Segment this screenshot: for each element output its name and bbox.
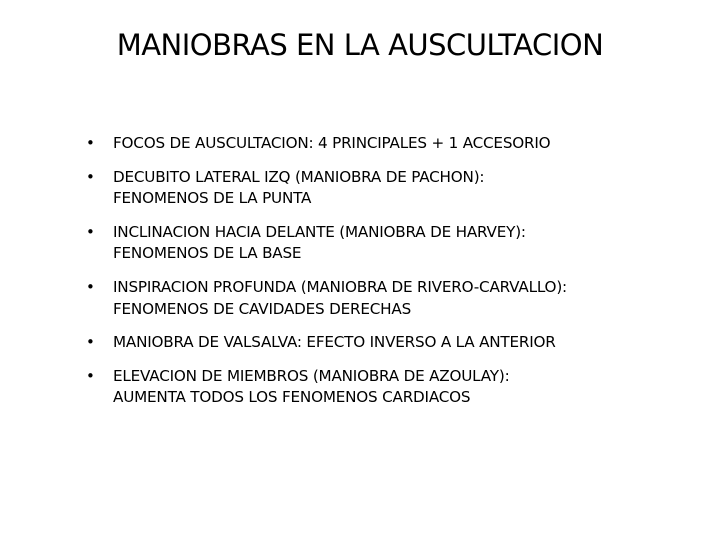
bullet-marker: • (86, 278, 95, 297)
slide-title: MANIOBRAS EN LA AUSCULTACION (116, 28, 604, 62)
bullet-text-line2: FENOMENOS DE LA PUNTA (113, 189, 312, 208)
bullet-marker: • (86, 167, 95, 186)
bullet-item-decubito (86, 167, 686, 210)
bullet-text-line2: AUMENTA TODOS LOS FENOMENOS CARDIACOS (113, 388, 471, 407)
bullet-list (86, 133, 686, 421)
bullet-item-inspiracion (86, 277, 686, 320)
bullet-marker: • (86, 333, 95, 352)
bullet-item-inclinacion (86, 222, 686, 265)
bullet-marker: • (86, 134, 95, 152)
bullet-text-line1: INCLINACION HACIA DELANTE (MANIOBRA DE HARVEY): (113, 222, 526, 241)
bullet-text-line2: FENOMENOS DE LA BASE (113, 244, 302, 263)
bullet-item-valsalva (86, 332, 686, 354)
bullet-item-elevacion (86, 366, 686, 409)
bullet-marker: • (86, 222, 95, 241)
bullet-text-line1: INSPIRACION PROFUNDA (MANIOBRA DE RIVERO-CARVALLO): (113, 278, 567, 297)
bullet-text-line1: ELEVACION DE MIEMBROS (MANIOBRA DE AZOULAY): (113, 366, 510, 385)
bullet-text-line2: FENOMENOS DE CAVIDADES DERECHAS (113, 299, 412, 318)
bullet-item-focos (86, 133, 686, 155)
bullet-text-line1: DECUBITO LATERAL IZQ (MANIOBRA DE PACHON): (113, 167, 485, 186)
bullet-text-line1: FOCOS DE AUSCULTACION: 4 PRINCIPALES + 1 ACCESORIO (113, 134, 551, 152)
bullet-marker: • (86, 366, 95, 385)
bullet-text-line1: MANIOBRA DE VALSALVA: EFECTO INVERSO A LA ANTERIOR (113, 333, 556, 352)
